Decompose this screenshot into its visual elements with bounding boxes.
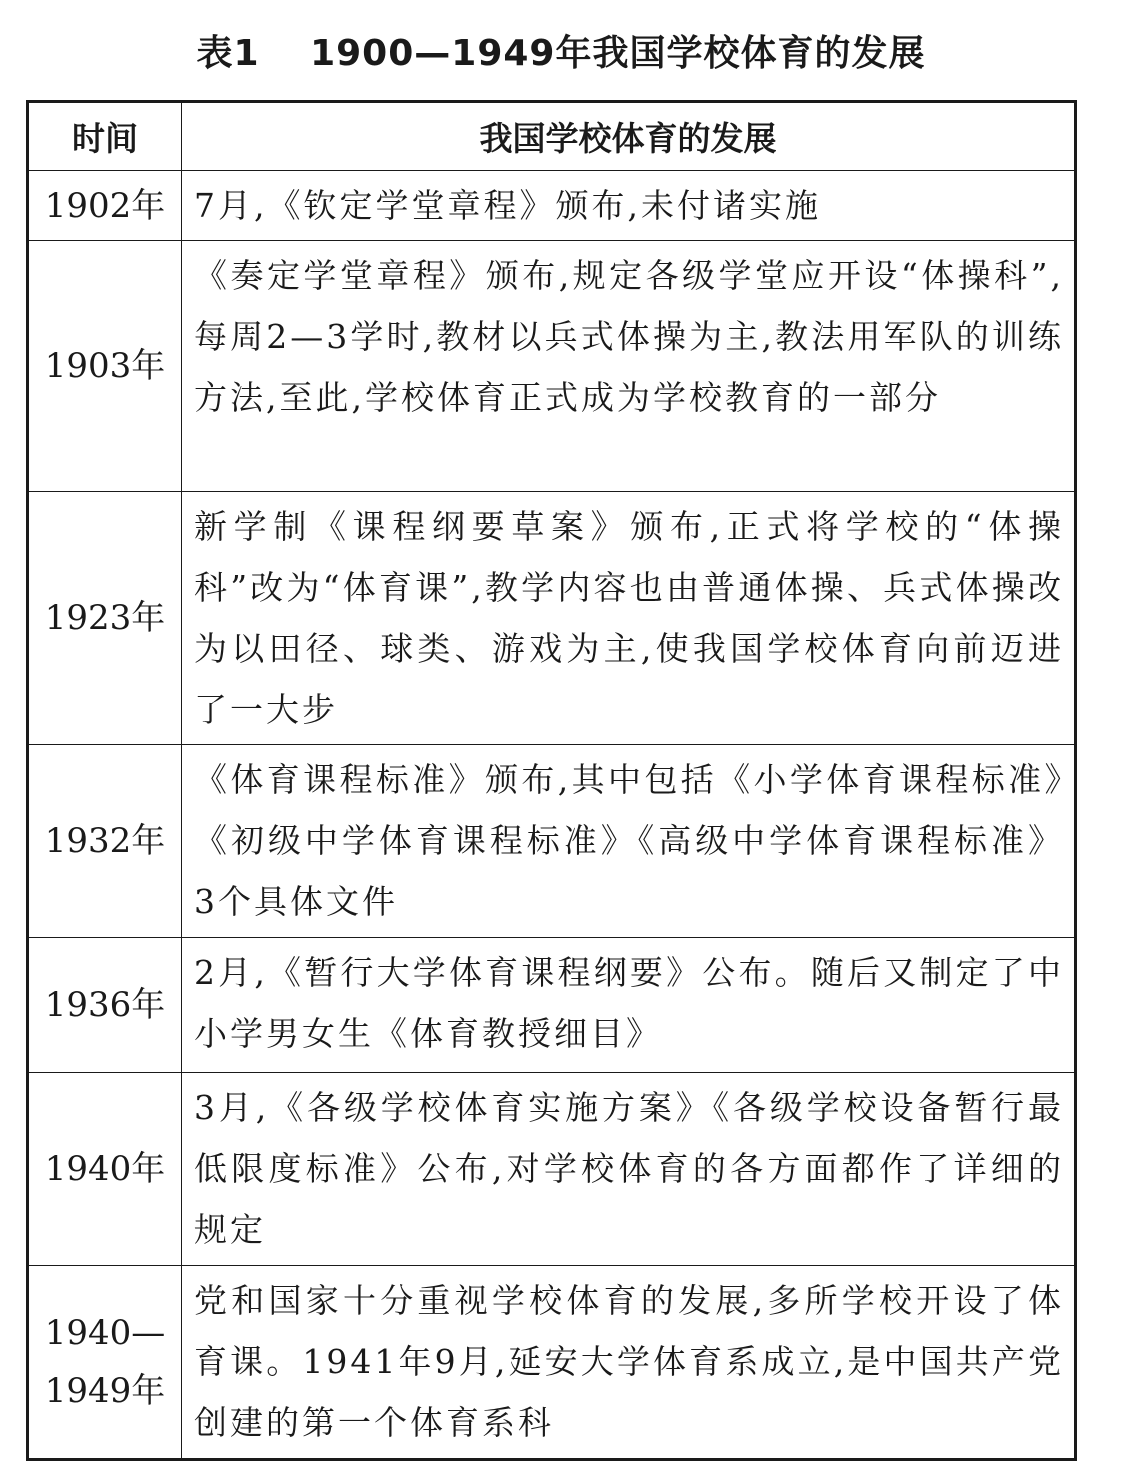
row-year: 1936年 <box>28 938 182 1073</box>
row-year: 1902年 <box>28 171 182 241</box>
table-row <box>28 492 1076 745</box>
header-development: 我国学校体育的发展 <box>182 102 1076 171</box>
row-description: 党和国家十分重视学校体育的发展,多所学校开设了体育课。1941年9月,延安大学体育系成立,是中国共产党创建的第一个体育系科 <box>182 1266 1076 1460</box>
row-year: 1903年 <box>28 241 182 492</box>
row-description: 7月,《钦定学堂章程》颁布,未付诸实施 <box>182 171 1076 241</box>
table-row <box>28 1073 1076 1266</box>
table-title: 表1 1900—1949年我国学校体育的发展 <box>196 33 926 74</box>
table-header-row <box>28 102 1076 171</box>
row-description: 《奏定学堂章程》颁布,规定各级学堂应开设“体操科”,每周2—3学时,教材以兵式体操为主,教法用军队的训练方法,至此,学校体育正式成为学校教育的一部分 <box>182 241 1076 492</box>
table-row <box>28 745 1076 938</box>
history-table <box>26 100 1077 1461</box>
row-description: 3月,《各级学校体育实施方案》《各级学校设备暂行最低限度标准》公布,对学校体育的各方面都作了详细的规定 <box>182 1073 1076 1266</box>
row-year: 1940年 <box>28 1073 182 1266</box>
table-row <box>28 241 1076 492</box>
row-year: 1940—1949年 <box>28 1266 182 1460</box>
header-time: 时间 <box>28 102 182 171</box>
table-row <box>28 171 1076 241</box>
row-description: 新学制《课程纲要草案》颁布,正式将学校的“体操科”改为“体育课”,教学内容也由普通体操、兵式体操改为以田径、球类、游戏为主,使我国学校体育向前迈进了一大步 <box>182 492 1076 745</box>
row-year: 1923年 <box>28 492 182 745</box>
row-description: 2月,《暂行大学体育课程纲要》公布。随后又制定了中小学男女生《体育教授细目》 <box>182 938 1076 1073</box>
row-description: 《体育课程标准》颁布,其中包括《小学体育课程标准》《初级中学体育课程标准》《高级中学体育课程标准》3个具体文件 <box>182 745 1076 938</box>
table-row <box>28 1266 1076 1460</box>
row-year: 1932年 <box>28 745 182 938</box>
table-row <box>28 938 1076 1073</box>
